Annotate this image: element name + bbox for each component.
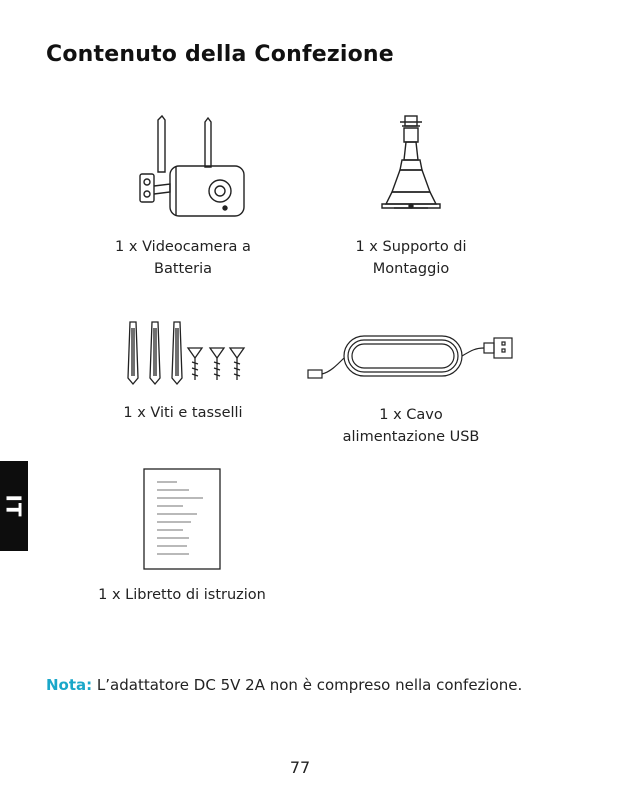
item-label: 1 x Videocamera a	[115, 239, 251, 255]
note-text: L’adattatore DC 5V 2A non è compreso nella confezione.	[92, 676, 523, 694]
language-tab-label: IT	[2, 494, 26, 518]
item-label: 1 x Supporto di	[355, 239, 467, 255]
item-label: alimentazione USB	[342, 429, 480, 445]
page-number: 77	[289, 758, 311, 777]
item-label: Batteria	[154, 261, 212, 277]
usb-cable-icon	[306, 330, 516, 384]
item-label: 1 x Cavo	[379, 407, 443, 423]
item-label: Montaggio	[372, 261, 450, 277]
language-tab	[0, 461, 28, 551]
item-label: 1 x Libretto di istruzion	[98, 587, 266, 603]
manual-icon	[143, 468, 221, 570]
manual-item	[92, 468, 272, 606]
usb-cable-item	[306, 330, 516, 448]
screws-icon	[118, 318, 248, 386]
camera-icon	[118, 112, 248, 224]
screws-item	[98, 318, 268, 424]
note-label: Nota:	[46, 676, 93, 694]
page-title: Contenuto della Confezione	[46, 42, 394, 67]
item-label: 1 x Viti e tasselli	[123, 405, 243, 421]
mount-icon	[376, 112, 446, 224]
camera-item	[98, 112, 268, 280]
note	[46, 676, 522, 694]
mount-item	[326, 112, 496, 280]
